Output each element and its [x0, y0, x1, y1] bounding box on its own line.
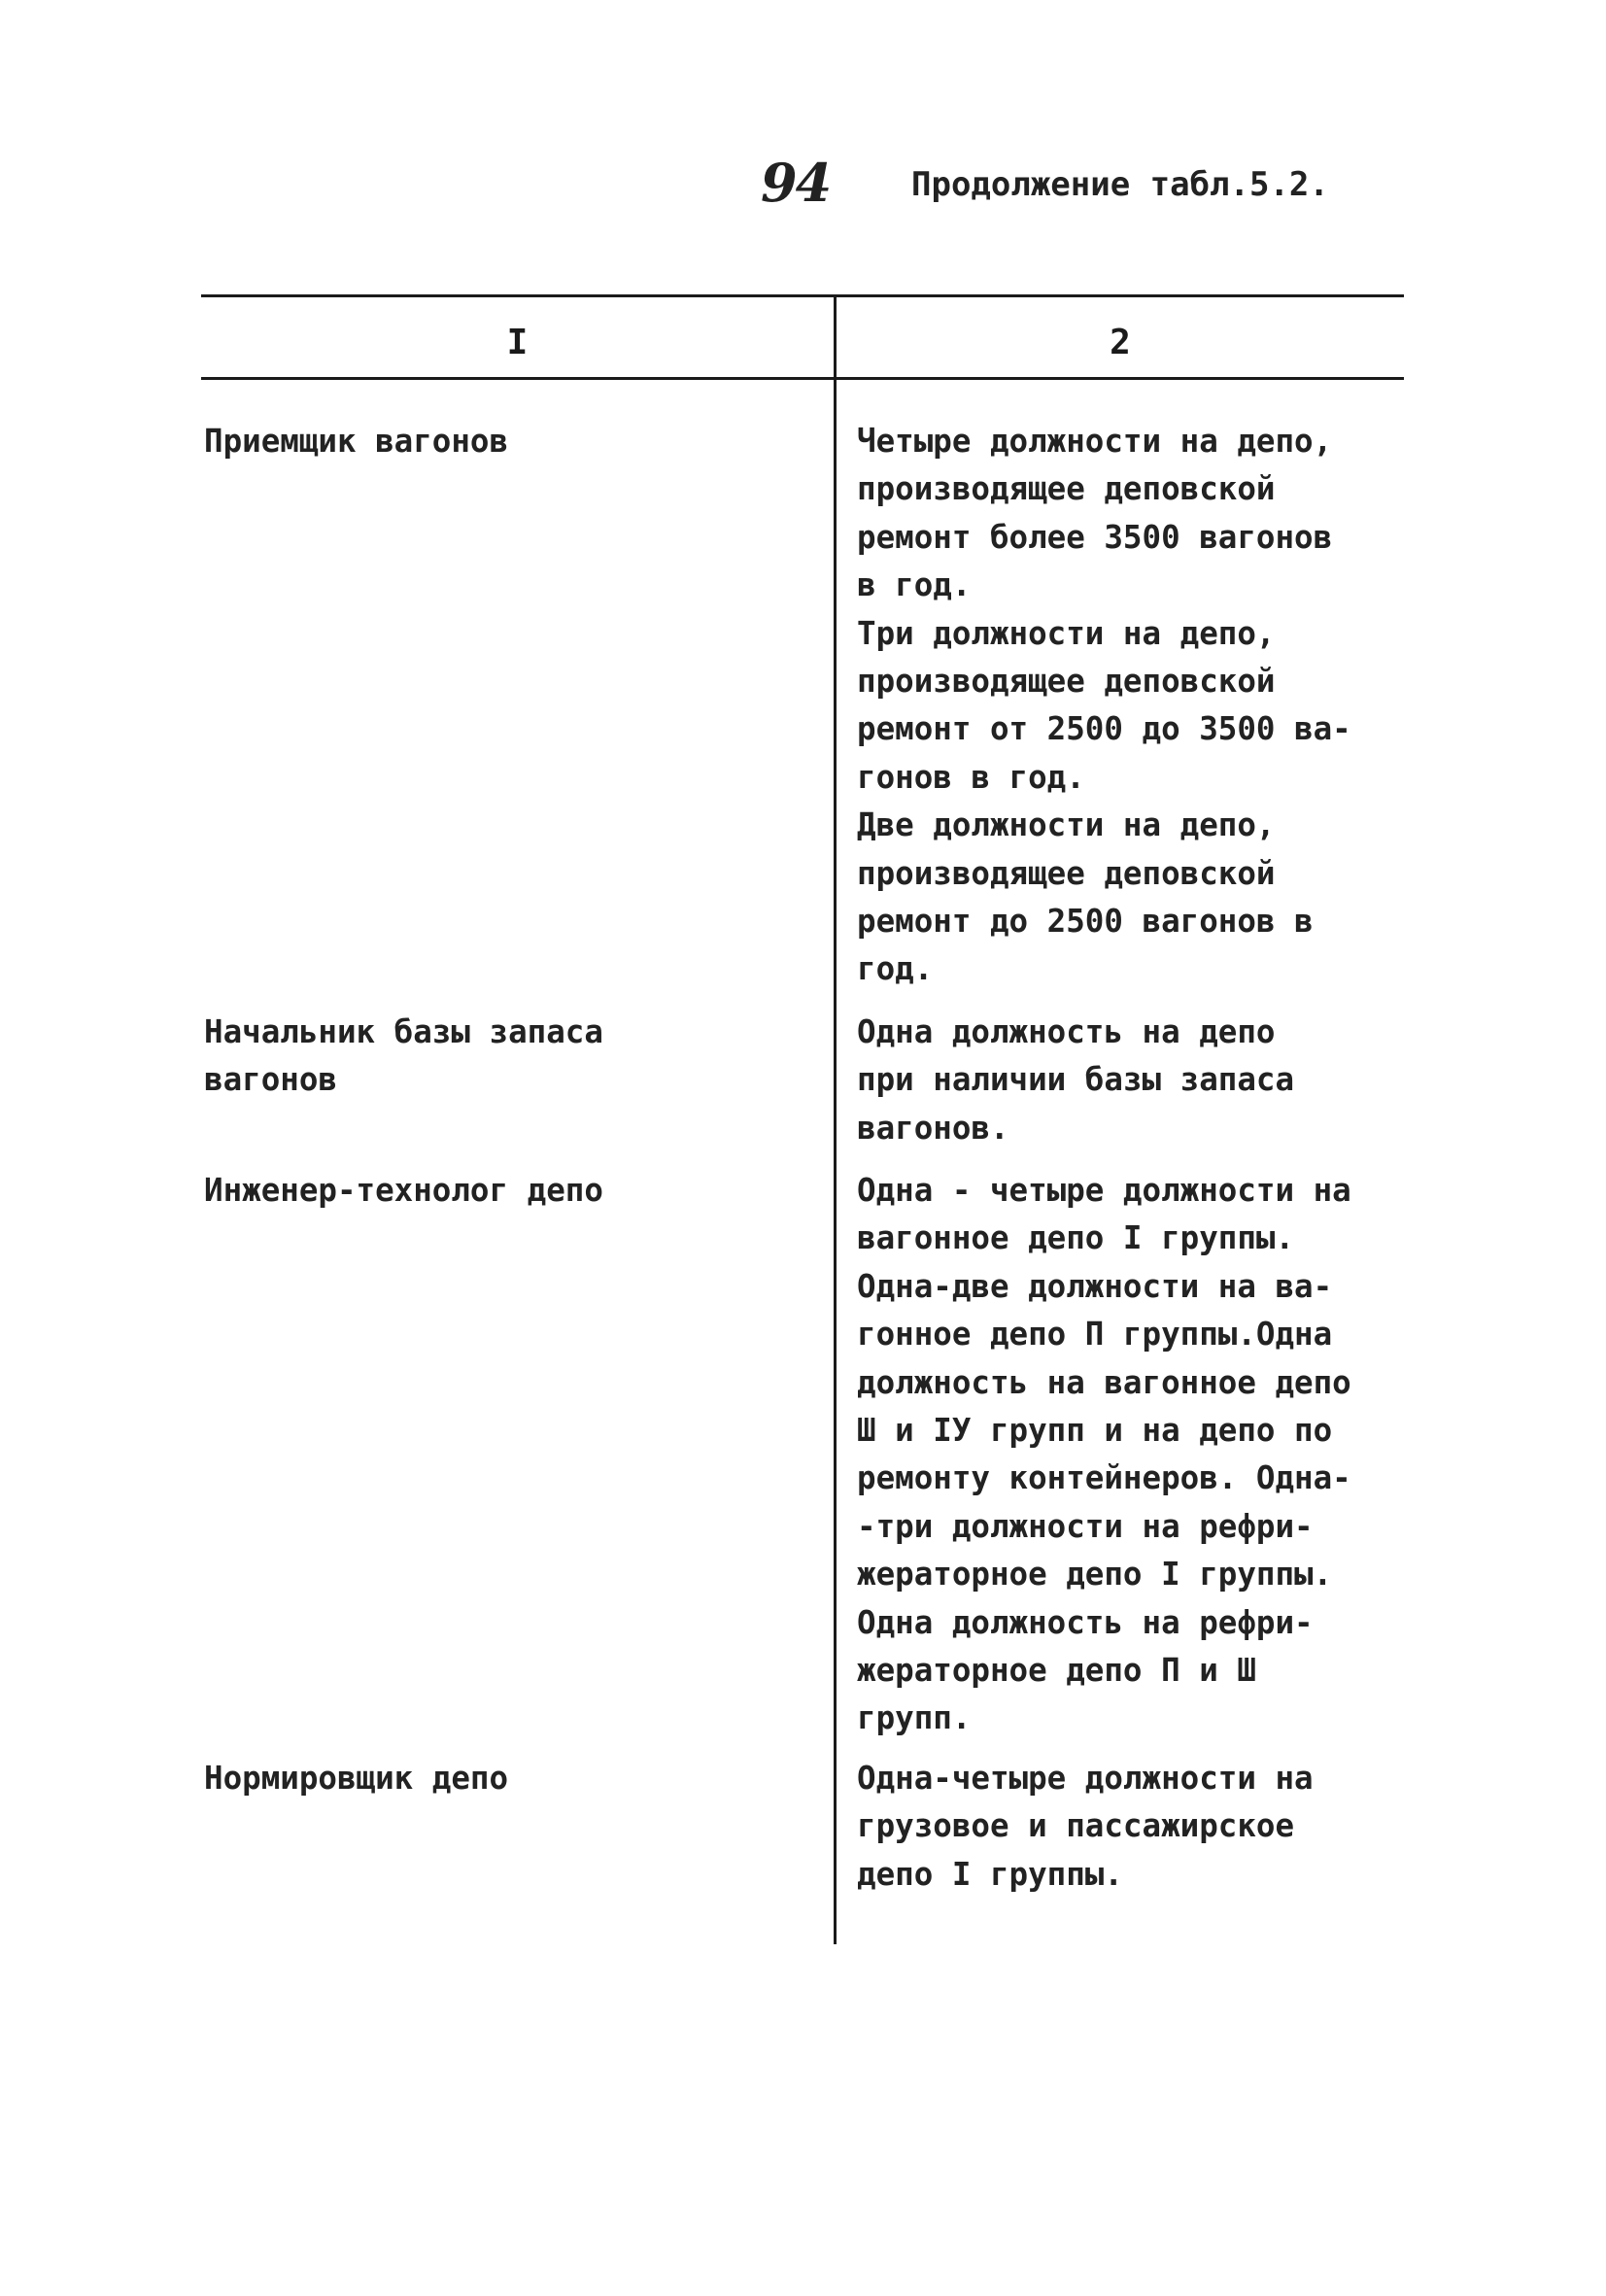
table-top-rule — [201, 294, 1404, 297]
position-cell: Приемщик вагонов — [204, 423, 509, 460]
position-cell: Инженер-технолог депо — [204, 1172, 603, 1209]
position-cell: Нормировщик депо — [204, 1760, 509, 1797]
position-cell: Начальник базы запаса вагонов — [204, 1013, 603, 1099]
description-cell: Четыре должности на депо, производящее деповской ремонт более 3500 вагонов в год. Три должности на депо, производящее деповской ремонт от 2500 до 3500 ва- гонов в год. Две должности на депо, производящее деповской ремонт до 2500 вагонов в год. — [857, 423, 1351, 988]
column-header-2: 2 — [1110, 323, 1131, 362]
table-continuation-caption: Продолжение табл.5.2. — [911, 165, 1329, 204]
description-cell: Одна-четыре должности на грузовое и пассажирское депо I группы. — [857, 1760, 1314, 1893]
page-number: 94 — [761, 152, 831, 214]
column-header-1: I — [506, 323, 529, 362]
description-cell: Одна - четыре должности на вагонное депо I группы. Одна-две должности на ва- гонное депо П группы.Одна должность на вагонное депо Ш и IУ групп и на депо по ремонту контейнеров. Одна- -три должности на рефри- жераторное депо I группы. Одна должность на рефри- жераторное депо П и Ш групп. — [857, 1172, 1351, 1737]
description-cell: Одна должность на депо при наличии базы запаса вагонов. — [857, 1013, 1295, 1147]
table-header-rule — [201, 377, 1404, 380]
table-column-divider — [834, 294, 837, 1944]
